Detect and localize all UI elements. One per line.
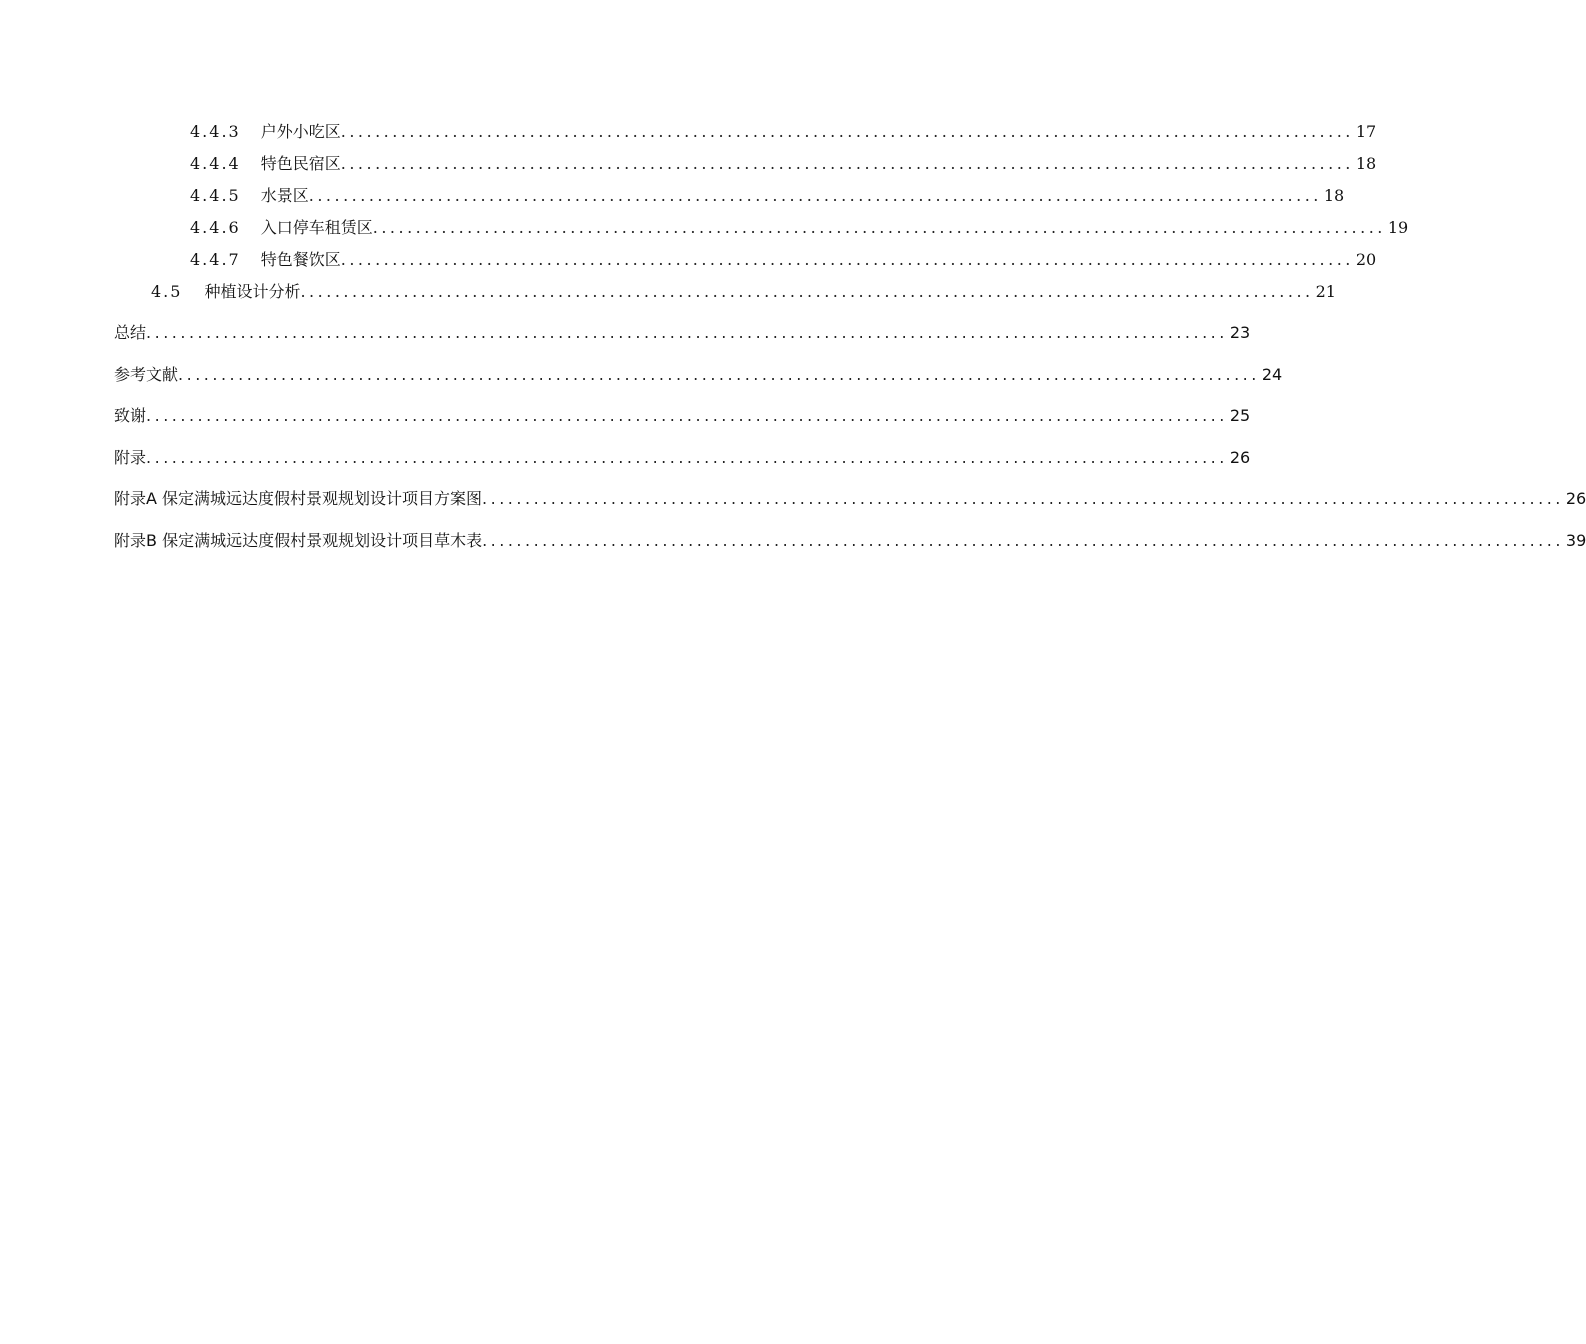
toc-section-number: 4.4.4 <box>190 154 241 173</box>
toc-page-number: 24 <box>1261 365 1283 384</box>
dot-leader: .............................................................................................................................. <box>482 531 1564 550</box>
toc-page-number: 18 <box>1323 186 1345 205</box>
toc-entry-title: 入口停车租赁区 <box>260 218 373 237</box>
toc-entry[interactable] <box>114 446 1251 470</box>
toc-entry-title: 总结 <box>114 323 147 342</box>
toc-entry[interactable] <box>114 321 1251 345</box>
toc-section-number: 4.4.3 <box>190 122 241 141</box>
dot-leader: .............................................................................................................................. <box>146 448 1228 467</box>
dot-leader: ...................................................................................................................... <box>340 154 1354 173</box>
toc-entry[interactable] <box>190 184 1345 208</box>
dot-leader: ...................................................................................................................... <box>300 282 1314 301</box>
dot-leader: .............................................................................................................................. <box>178 365 1260 384</box>
dot-leader: .............................................................................................................................. <box>146 323 1228 342</box>
toc-entry[interactable] <box>151 280 1336 304</box>
toc-section-number: 4.5 <box>151 282 183 301</box>
toc-page-number: 20 <box>1355 250 1377 269</box>
dot-leader: ...................................................................................................................... <box>340 250 1354 269</box>
dot-leader: ...................................................................................................................... <box>308 186 1322 205</box>
toc-entry-title: 附录A 保定满城远达度假村景观规划设计项目方案图 <box>114 489 483 508</box>
toc-entry[interactable] <box>190 248 1377 272</box>
toc-entry-title: 户外小吃区 <box>260 122 341 141</box>
toc-entry-title: 种植设计分析 <box>204 282 301 301</box>
toc-entry[interactable] <box>114 529 1586 553</box>
dot-leader: ...................................................................................................................... <box>340 122 1354 141</box>
toc-page-number: 21 <box>1315 282 1336 301</box>
toc-page-number: 18 <box>1355 154 1377 173</box>
dot-leader: .............................................................................................................................. <box>482 489 1564 508</box>
toc-page-number: 26 <box>1229 448 1251 467</box>
toc-entry-title: 附录B 保定满城远达度假村景观规划设计项目草木表 <box>114 531 483 550</box>
toc-entry[interactable] <box>114 363 1283 387</box>
toc-entry-title: 附录 <box>114 448 147 467</box>
toc-entry[interactable] <box>114 487 1586 511</box>
dot-leader: ...................................................................................................................... <box>372 218 1386 237</box>
toc-entry[interactable] <box>190 152 1377 176</box>
toc-entry-title: 特色民宿区 <box>260 154 341 173</box>
toc-entry-title: 致谢 <box>114 406 147 425</box>
toc-page-number: 19 <box>1387 218 1409 237</box>
toc-page-number: 25 <box>1229 406 1251 425</box>
toc-page-number: 26 <box>1565 489 1586 508</box>
toc-entry-title: 特色餐饮区 <box>260 250 341 269</box>
toc-page-number: 17 <box>1355 122 1377 141</box>
toc-entry[interactable] <box>190 216 1409 240</box>
toc-page-number: 39 <box>1565 531 1586 550</box>
toc-entry[interactable] <box>190 120 1377 144</box>
toc-section-number: 4.4.6 <box>190 218 241 237</box>
toc-entry-title: 水景区 <box>260 186 309 205</box>
toc-page-number: 23 <box>1229 323 1251 342</box>
toc-section-number: 4.4.5 <box>190 186 241 205</box>
toc-section-number: 4.4.7 <box>190 250 241 269</box>
toc-entry-title: 参考文献 <box>114 365 179 384</box>
dot-leader: .............................................................................................................................. <box>146 406 1228 425</box>
toc-entry[interactable] <box>114 404 1251 428</box>
